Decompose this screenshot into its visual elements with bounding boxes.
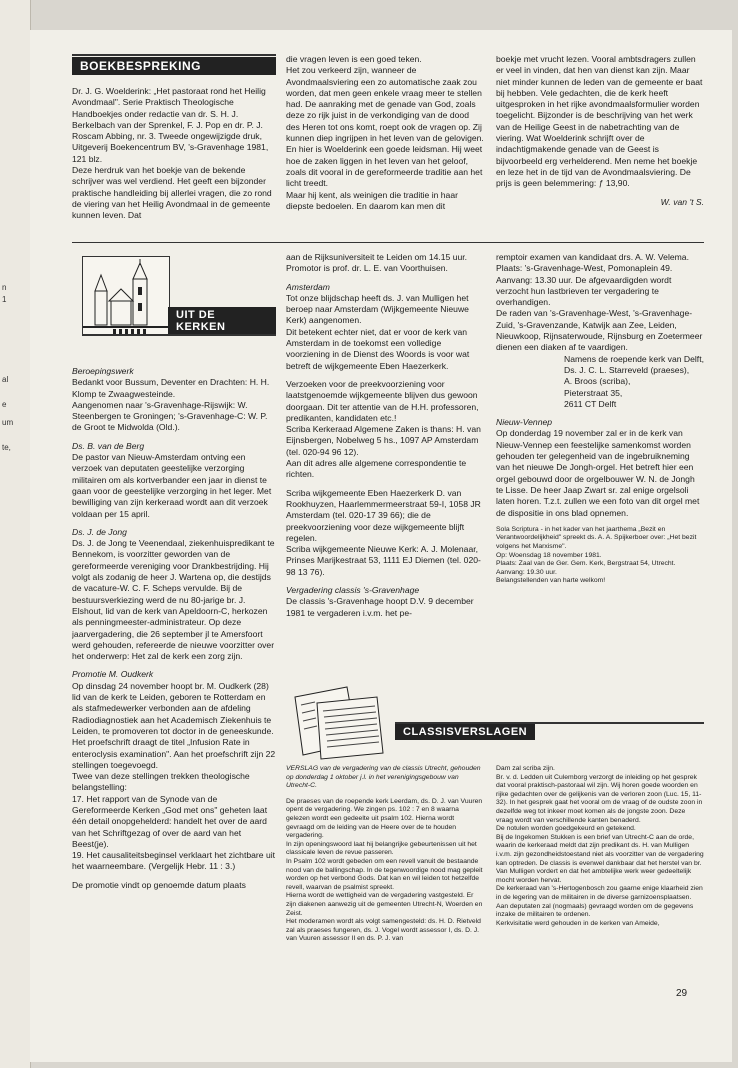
subheading: Ds. J. de Jong	[72, 526, 127, 537]
subheading: Ds. B. van de Berg	[72, 440, 145, 451]
left-page-edge	[0, 0, 31, 1068]
news-paragraph: Scriba wijkgemeente Nieuwe Kerk: A. J. Molenaar, Prinses Marijkestraat 53, 1111 EJ Diemen (tel. 020-98 13 76).	[286, 544, 481, 577]
edge-fragment: al	[2, 375, 9, 384]
classis-column-1	[286, 765, 484, 1011]
kerken-column-1	[72, 366, 276, 1012]
report-paragraph: Dam zal scriba zijn.	[496, 765, 555, 772]
church-logo	[82, 256, 170, 336]
boekbespreking-header: BOEKBESPREKING	[72, 57, 276, 75]
subheading: Nieuw-Vennep	[496, 417, 553, 428]
subheading: Amsterdam	[286, 281, 330, 292]
subheading: Vergadering classis 's-Gravenhage	[286, 585, 420, 596]
documents-icon	[287, 683, 395, 761]
news-paragraph: Twee van deze stellingen trekken theologische belangstelling:	[72, 771, 250, 793]
news-paragraph: Ds. J. de Jong te Veenendaal, ziekenhuispredikant te Bennekom, is voorzitter geworden van de gereformeerde vereniging voor Drankbestrijding. Hij volgt als zodanig de heer J. Wartena op, die destijds de vacature-W. C. F. Scheps vervulde. Bij de bestuursverkiezing werd de nu 80-jarige br. J. Elshout, lid van de kerk van Apeldoorn-C, herkozen als penningmeester-administrateur. Op deze jaarvergadering, die 26 september jl te Amersfoort werd gehouden, refereerde de nieuwe voorzitter over het onderwerp: Het zal de kerk een zorg zijn.	[72, 538, 275, 662]
review-paragraph: Dr. J. G. Woelderink: „Het pastoraat rond het Heilig Avondmaal". Serie Praktisch Theologische Handboekjes onder redactie van dr. S. H. J. Berkelbach van der Sprenkel, F. J. Pop en dr. P. J. Roscam Abbing, nr. 3. Tweede ongewijzigde druk, Uitgeverij Boekencentrum BV, 's-Gravenhage 1981, 121 blz.	[72, 86, 269, 164]
edge-fragment: um	[2, 418, 14, 427]
news-paragraph: Dit betekent echter niet, dat er voor de kerk van Amsterdam in de toekomst een volledige voorziening in de Dienst des Woords is voor wat betreft de wijkgemeente Eben Haezerkerk.	[286, 326, 470, 371]
news-paragraph: De pastor van Nieuw-Amsterdam ontving een verzoek van deputaten geestelijke verzorging militairen om als kortverbander een jaar in dienst te gaan voor de geestelijke verzorging in het leger. Met bewilliging van zijn kerkeraad wordt aan dit verzoek voldaan per 15 april.	[72, 452, 272, 519]
subheading: Promotie M. Oudkerk	[72, 669, 154, 680]
page-number: 29	[676, 988, 688, 999]
papers-illustration	[287, 683, 395, 761]
review-paragraph: En hier is Woelderink een goede leidsman. Hij weet hoe de zaken liggen in het leven van het geloof, zoals dit vooral in de gereformeerde traditie aan het licht treedt.	[286, 144, 483, 189]
notice-line: Plaats: Zaal van de Ger. Gem. Kerk, Bergstraat 54, Utrecht.	[496, 560, 676, 568]
edge-fragment: te,	[2, 443, 11, 452]
uit-de-kerken-header: UIT DE KERKEN	[168, 307, 276, 335]
notice-line: Belangstellenden van harte welkom!	[496, 577, 606, 585]
address-line: Pieterstraat 35,	[564, 387, 623, 398]
review-signature: W. van 't S.	[660, 196, 704, 207]
news-paragraph: Verzoeken voor de preekvoorziening voor laatstgenoemde wijkgemeente blijven dus gewoon doorgaan. Dit ter attentie van de H.H. professoren, predikanten, kandidaten etc.!	[286, 378, 479, 423]
news-paragraph: Scriba Kerkeraad Algemene Zaken is thans: H. van Eijnsbergen, Nobelweg 5 hs., 1097 AP Amsterdam (tel. 020-94 96 12).	[286, 424, 481, 457]
report-paragraph: Kerkvisitatie werd gehouden in de kerken van Ameide,	[496, 919, 660, 927]
news-paragraph: aan de Rijksuniversiteit te Leiden om 14.15 uur. Promotor is prof. dr. L. E. van Voorthuisen.	[286, 252, 468, 274]
news-paragraph: Aan dit adres alle algemene correspondentie te richten.	[286, 458, 467, 480]
header-rule	[82, 334, 276, 336]
edge-fragment: e	[2, 400, 7, 409]
report-paragraph: In Psalm 102 wordt gebeden om een revell vanuit de bestaande nood van de ballingschap. In de tegenwoordige nood mag gepleit worden op het verbond Gods. Dat kan en wil leiden tot hetzelfde revell, waarvan de psalmist spreekt.	[286, 857, 483, 891]
news-paragraph: De promotie vindt op genoemde datum plaats	[72, 879, 246, 890]
review-paragraph: Maar hij kent, als weinigen die traditie in haar diepste bedoelen. En daarom kan men dit	[286, 189, 458, 211]
edge-fragment: 1	[2, 295, 7, 304]
address-line: Namens de roepende kerk van Delft,	[564, 353, 704, 364]
news-paragraph: Bedankt voor Bussum, Deventer en Drachten: H. H. Klomp te Zwaagwesteinde.	[72, 377, 270, 399]
kerken-column-3	[496, 252, 704, 682]
news-paragraph: remptoir examen van kandidaat drs. A. W. Velema. Plaats: 's-Gravenhage-West, Pomonaplein 49. Aanvang: 13.30 uur. De afgevaardigden wordt verzocht hun lastbrieven ter vergadering te overhandigen.	[496, 252, 689, 308]
news-paragraph: Aangenomen naar 's-Gravenhage-Rijswijk: W. Steenbergen te Groningen; 's-Gravenhage-C: W. P. de Groot te Midwolda (Old.).	[72, 399, 268, 433]
report-paragraph: In zijn openingswoord laat hij belangrijke gebeurtenissen uit het classicale leven de revue passeren.	[286, 840, 477, 857]
review-paragraph: Deze herdruk van het boekje van de bekende schrijver was wel verdiend. Het geeft een bijzonder praktische handleiding bij allerlei vragen, die zo rond de viering van het Heilig Avondmaal in de gemeente kunnen leven. Dat	[72, 165, 272, 221]
news-paragraph: Scriba wijkgemeente Eben Haezerkerk D. van Rookhuyzen, Haarlemmermeerstraat 59-I, 1058 JR Amsterdam (tel. 020-17 39 66); die de preekvoorziening voor deze wijkgemeente blijft regelen.	[286, 487, 481, 543]
review-paragraph: Het zou verkeerd zijn, wanneer de Avondmaalsviering een zo automatische zaak zou worden, dat men geen enkele vraag meer te stellen had. De aanraking met de genade van God, zoals deze zo rijk juist in de verkondiging van de dood des Heren tot ons komt, roept ook de vragen op. Zij kunnen diep ingrijpen in het leven van de gelovigen.	[286, 65, 484, 144]
kerken-column-2	[286, 252, 484, 670]
notice-line: Sola Scriptura - in het kader van het jaarthema „Bezit en Verantwoordelijkheid" spreekt ds. A. A. Spijkerboer over: „Het bezit volgens het Marxisme".	[496, 525, 697, 551]
address-line: Ds. J. C. L. Starreveld (praeses),	[564, 364, 690, 375]
news-paragraph: 19. Het causaliteitsbeginsel verklaart het zichtbare uit het waarneembare. (Vergelijk Hebr. 11 : 3.)	[72, 850, 276, 872]
review-paragraph: boekje met vrucht lezen. Vooral ambtsdragers zullen er veel in vinden, dat hen van dienst kan zijn. Maar niet minder kunnen de leden van de gemeente er baat bij hebben. Vele gedachten, die de kerk heeft uitgesproken in het rijke avondmaalsformulier worden toegelicht. Bijzonder is de beschrijving van het werk van de Heilige Geest in de nabetrachting van de viering. Wat Woelderink schrijft over de indachtigmakende genade van de Geest is bijvoorbeeld erg verhelderend. Men neme het boekje en leze het in de tijd van de Avondmaalsviering. De prijs is geen belemmering: ƒ 13,90.	[496, 54, 703, 189]
report-paragraph: De kerkeraad van 's-Hertogenbosch zou gaarne enige klaarheid zien in de legering van de militairen in de diverse garnizoensplaatsen. Aan deputaten zal (nogmaals) gevraagd worden om de gegevens inzake de militairen te ordenen.	[496, 885, 703, 919]
section-divider	[72, 242, 704, 243]
report-paragraph: Het moderamen wordt als volgt samengesteld: ds. H. D. Rietveld zal als praeses fungeren, ds. J. Vogel wordt assessor I, ds. D. J. van Vuuren assessor II en ds. P. J. van	[286, 918, 481, 943]
report-paragraph: De notulen worden goedgekeurd en getekend.	[496, 825, 636, 833]
news-paragraph: Op dinsdag 24 november hoopt br. M. Oudkerk (28) lid van de kerk te Leiden, geboren te Rotterdam en als stafmedewerker verbonden aan de afdeling Radiodiagnostiek aan het Academisch Ziekenhuis te Leiden, te promoveren tot doctor in de geneeskunde. Het proefschrift draagt de titel „Infusion Rate in enteroclysis examination". Aan het proefschrift zijn 22 stellingen toegevoegd.	[72, 680, 276, 770]
review-column-1	[72, 86, 276, 234]
report-paragraph: De praeses van de roepende kerk Leerdam, ds. D. J. van Vuuren opent de vergadering. We zingen ps. 102 : 7 en 8 waarna gelezen wordt een gedeelte uit psalm 102. Hierna wordt gevraagd om de leiding van de Heere over de te houden vergadering.	[286, 797, 483, 840]
church-drawing-icon	[83, 257, 169, 335]
classisverslagen-header: CLASSISVERSLAGEN	[395, 724, 535, 740]
notice-line: Op: Woensdag 18 november 1981.	[496, 551, 602, 559]
classis-column-2	[496, 765, 704, 1011]
notice-line: Aanvang: 19.30 uur.	[496, 568, 557, 576]
address-line: A. Broos (scriba),	[564, 376, 631, 387]
report-paragraph: Br. v. d. Ledden uit Culemborg verzorgt de inleiding op het gesprek dat vooral praktisch-pastoraal wil zijn. Wij horen goede woorden en rijke gedachten over de gelijkenis van de verloren zoon (Luc. 15, 11-32). In het gesprek gaat het vooral om de vraag of de oudste zoon in dezelfde weg tot inkeer moet komen als de jongste zoon. Deze vraag wordt van verschillende kanten benaderd.	[496, 773, 703, 824]
review-paragraph: die vragen leven is een goed teken.	[286, 54, 422, 64]
header-rule	[72, 54, 276, 56]
report-paragraph: Hierna wordt de wettigheid van de vergadering vastgesteld. Er zijn diakenen aanwezig uit de gemeenten Utrecht-N, Woerden en Zeist.	[286, 892, 483, 917]
report-heading: VERSLAG van de vergadering van de classis Utrecht, gehouden op donderdag 1 oktober j.l. in het verenigingsgebouw van Utrecht-C.	[286, 765, 481, 790]
report-paragraph: Bij de Ingekomen Stukken is een brief van Utrecht-C aan de orde, waarin de kerkeraad meldt dat zijn predikant ds. H. van Mulligen i.v.m. zijn gezondheidstoestand niet als voorzitter van de vergadering kan optreden. De classis is evenwel dankbaar dat het herstel van br. Van Mulligen vordert en dat het ambtelijke werk weer gedeeltelijk mocht worden hervat.	[496, 833, 704, 884]
edge-fragment: n	[2, 283, 7, 292]
news-paragraph: De classis 's-Gravenhage hoopt D.V. 9 december 1981 te vergaderen i.v.m. het pe-	[286, 596, 474, 618]
news-paragraph: De raden van 's-Gravenhage-West, 's-Gravenhage-Zuid, 's-Gravenzande, Katwijk aan Zee, Leiden, Nieuwkoop, Rijnsaterwoude, Rijnsburg en Zoetermeer dienen een diaken af te vaardigen.	[496, 308, 703, 353]
news-paragraph: Tot onze blijdschap heeft ds. J. van Mulligen het beroep naar Amsterdam (Wijkgemeente Nieuwe Kerk) aangenomen.	[286, 292, 469, 326]
review-column-2	[286, 54, 484, 234]
review-column-3	[496, 54, 704, 234]
news-paragraph: Op donderdag 19 november zal er in de kerk van Nieuw-Vennep een feestelijke samenkomst worden gehouden ter gelegenheid van de ingebruikneming van het nieuwe De Jongh-orgel. Het betreft hier een orgel gebouwd door de orgelbouwer W. N. de Jongh te Lisse. De heer Jaap Zwart sr. zal enige orgelsoli laten horen. T.z.t. zullen we een foto van dit orgel met de dispositie in ons blad opnemen.	[496, 428, 700, 518]
subheading: Beroepingswerk	[72, 366, 134, 376]
address-line: 2611 CT Delft	[564, 398, 617, 409]
news-paragraph: 17. Het rapport van de Synode van de Gereformeerde Kerken „God met ons" geheten laat één detail onopgehelderd: handelt het over de aard van het Schriftgezag of over de aard van het Beest(je).	[72, 793, 268, 849]
